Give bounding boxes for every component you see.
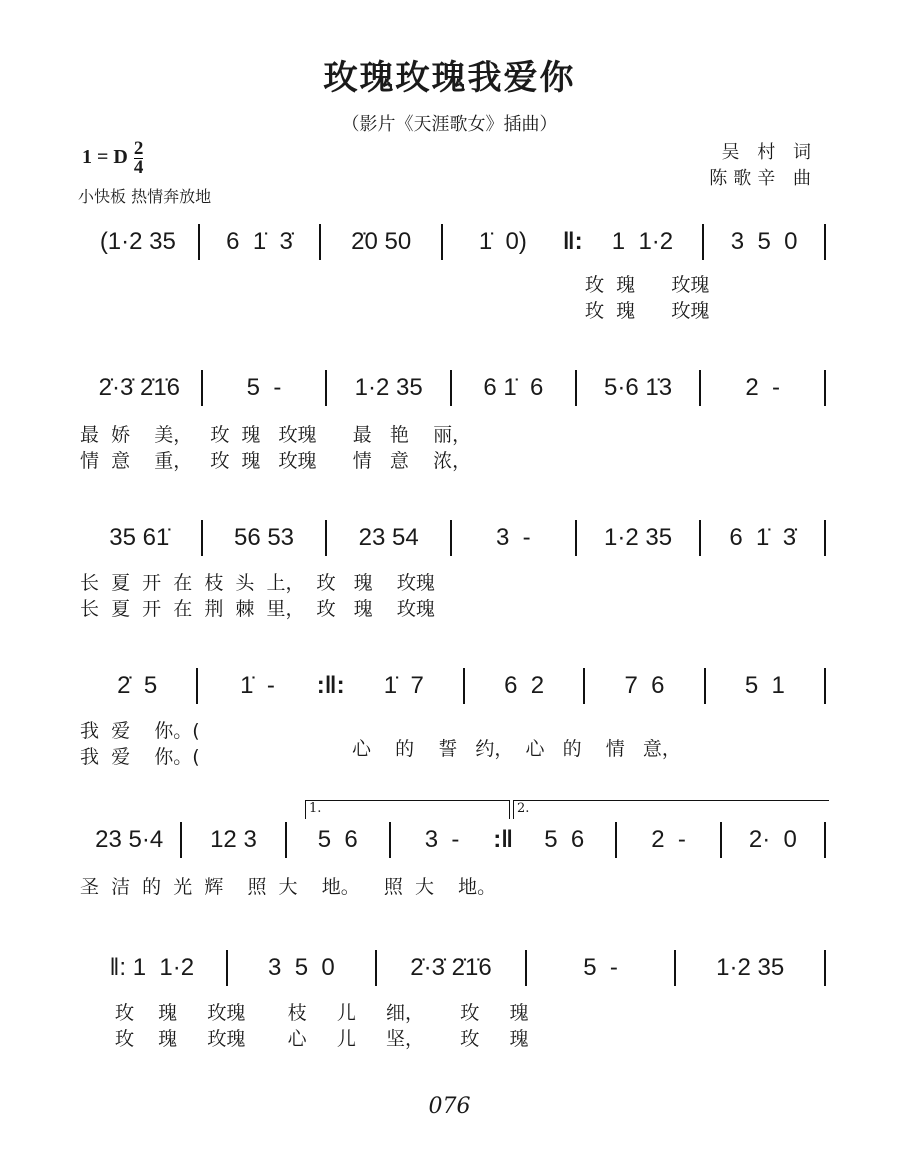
bar-line	[824, 822, 826, 858]
measure-notes: 2 -	[651, 826, 686, 853]
measure-notes: 1̇ 7	[383, 672, 424, 699]
staff-row	[78, 666, 826, 706]
measure-notes: 5·6 1̇3	[603, 374, 673, 401]
staff-row	[78, 948, 826, 988]
key-signature	[82, 140, 143, 177]
measure-notes: 1̇ -	[240, 672, 275, 699]
staff-row	[78, 368, 826, 408]
measure-notes: 3 5 0	[268, 954, 335, 981]
repeat-sign: ‖:	[562, 228, 583, 255]
lyric-line: 我 爱 你。(	[80, 746, 200, 768]
lyric-line: 最 娇 美， 玫 瑰 玫瑰 最 艳 丽，	[80, 424, 472, 446]
song-title: 玫瑰玫瑰我爱你	[323, 58, 576, 98]
measure-notes: 5 -	[583, 954, 618, 981]
measure-notes: 3 -	[496, 524, 531, 551]
lyricist: 吴 村 词	[721, 142, 817, 163]
measure-notes: 5 6	[317, 826, 358, 853]
time-bottom: 4	[133, 157, 144, 178]
measure-notes: 2· 0	[748, 826, 797, 853]
lyric-line: 玫 瑰 玫瑰 心 儿 坚， 玫 瑰	[115, 1028, 529, 1050]
measure-notes: 1·2 35	[716, 954, 785, 981]
measure-notes: 7 6	[624, 672, 665, 699]
measure-notes: 23 54	[358, 524, 419, 551]
measure-notes: 6 1̇ 6	[483, 374, 544, 401]
staff-row	[78, 820, 826, 860]
staff-row	[78, 222, 826, 262]
measure-notes: ‖: 1 1·2	[109, 954, 195, 981]
measure-notes: 2̇·3̇ 2̇1̇6	[410, 954, 492, 981]
bar-line	[824, 370, 826, 406]
measure-notes: 6 2	[504, 672, 545, 699]
lyric-line: 长 夏 开 在 荆 棘 里， 玫 瑰 玫瑰	[80, 598, 435, 620]
repeat-sign: :‖	[493, 826, 514, 853]
composer: 陈歌辛 曲	[709, 168, 817, 189]
bar-line	[824, 520, 826, 556]
staff-row	[78, 518, 826, 558]
measure-notes: 3 -	[424, 826, 460, 853]
measure-notes: 5 6	[544, 826, 585, 853]
measure-notes: 2̇0 50	[351, 228, 412, 255]
measure-notes: 3 5 0	[730, 228, 798, 255]
lyric-line-chorus: 心 的 誓 约， 心 的 情 意，	[352, 738, 681, 760]
measure-notes: 1̇ 0)	[478, 228, 527, 255]
lyric-line: 长 夏 开 在 枝 头 上， 玫 瑰 玫瑰	[80, 572, 435, 594]
time-signature	[134, 140, 144, 177]
lyric-line: 圣 洁 的 光 辉 照 大 地。 照 大 地。	[80, 876, 497, 898]
measure-notes: 1 1·2	[611, 228, 674, 255]
measure-notes: (1·2 35	[99, 228, 176, 255]
lyric-line: 玫 瑰 玫瑰	[585, 300, 710, 322]
volta-bracket-2: 2.	[513, 800, 829, 819]
measure-notes: 2 -	[745, 374, 781, 401]
volta-bracket-1: 1.	[305, 800, 510, 819]
bar-line	[824, 668, 826, 704]
measure-notes: 1·2 35	[354, 374, 423, 401]
bar-line	[824, 224, 826, 260]
credits	[709, 140, 817, 192]
measure-notes: 5 -	[246, 374, 282, 401]
repeat-sign: :‖:	[316, 672, 345, 699]
measure-notes: 23 5·4	[95, 826, 164, 853]
measure-notes: 56 53	[233, 524, 295, 551]
measure-notes: 1·2 35	[603, 524, 673, 551]
lyric-line: 玫 瑰 玫瑰 枝 儿 细， 玫 瑰	[115, 1002, 529, 1024]
measure-notes: 6 1̇ 3̇	[729, 524, 797, 551]
bar-line	[824, 950, 826, 986]
key: 1 = D	[82, 146, 128, 169]
tempo-marking: 小快板 热情奔放地	[78, 187, 212, 206]
lyric-line: 情 意 重， 玫 瑰 玫瑰 情 意 浓，	[80, 450, 472, 472]
measure-notes: 5 1	[744, 672, 785, 699]
time-top: 2	[133, 138, 144, 159]
measure-notes: 35 61̇	[109, 524, 170, 551]
measure-notes: 6 1̇ 3̇	[226, 228, 293, 255]
page-number: 076	[428, 1094, 471, 1119]
measure-notes: 2̇·3̇ 2̇1̇6	[98, 374, 181, 401]
lyric-line: 玫 瑰 玫瑰	[585, 274, 710, 296]
subtitle: （影片《天涯歌女》插曲）	[341, 114, 558, 135]
lyric-line: 我 爱 你。(	[80, 720, 200, 742]
measure-notes: 12 3	[210, 826, 257, 853]
measure-notes: 2̇ 5	[117, 672, 158, 699]
